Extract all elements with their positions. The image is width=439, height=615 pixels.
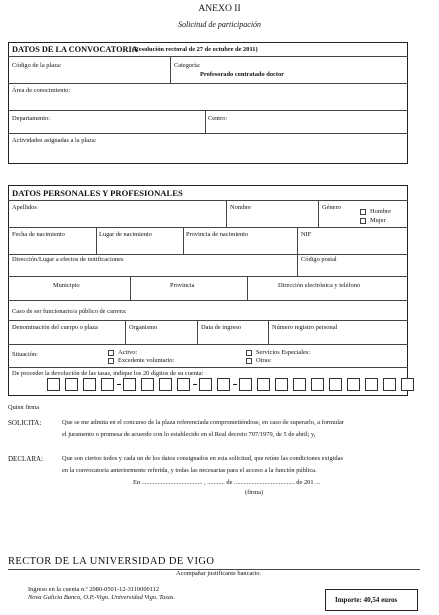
hombre-label: Hombre	[370, 208, 391, 215]
otras-checkbox[interactable]	[246, 358, 252, 364]
ingreso-line-1: Ingreso en la cuenta n.º 2080-0501-12-3110000112	[28, 586, 160, 593]
account-separator-dash	[233, 384, 237, 385]
account-digit-box[interactable]	[177, 378, 190, 391]
registro-personal-label: Número registro personal	[272, 324, 338, 331]
declara-line-1: Que son ciertos todos y cada un de los datos consignados en esta solicitud, que reúne las condiciones exigidas	[62, 455, 343, 462]
account-digit-box[interactable]	[365, 378, 378, 391]
departamento-label: Departamento:	[12, 115, 50, 122]
account-digit-box[interactable]	[47, 378, 60, 391]
convocatoria-section	[8, 42, 408, 164]
excedente-checkbox[interactable]	[108, 358, 114, 364]
account-digit-box[interactable]	[65, 378, 78, 391]
account-separator-dash	[117, 384, 121, 385]
activo-label: Activo:	[118, 349, 138, 356]
account-digit-box[interactable]	[383, 378, 396, 391]
direccion-label: Dirección/Lugar a efectos de notificaciones	[12, 256, 124, 263]
servicios-especiales-label: Servicios Especiales:	[256, 349, 311, 356]
fecha-nacimiento-label: Fecha de nacimiento	[12, 231, 65, 238]
area-label: Área de conocimiento:	[12, 87, 71, 94]
mujer-label: Mujer	[370, 217, 386, 224]
denominacion-label: Denominación del cuerpo o plaza	[12, 324, 98, 331]
provincia-label: Provincia	[170, 282, 195, 289]
fecha-ingreso-label: Data de ingreso	[201, 324, 242, 331]
acompanar-note: Acompañar justificante bancario.	[176, 570, 261, 577]
nombre-label: Nombre	[230, 204, 251, 211]
hombre-checkbox[interactable]	[360, 209, 366, 215]
account-digit-box[interactable]	[275, 378, 288, 391]
personales-section	[8, 185, 408, 396]
firma-label: (firma)	[245, 489, 264, 496]
solicita-line-2: el juramento o promesa de acuerdo con lo establecido en el Real decreto 707/1979, de 5 de abril; y,	[62, 431, 316, 438]
account-digit-box[interactable]	[123, 378, 136, 391]
servicios-especiales-checkbox[interactable]	[246, 350, 252, 356]
account-digit-box[interactable]	[311, 378, 324, 391]
convocatoria-resolution: (Resolución rectoral de 27 de octubre de 2011)	[132, 46, 258, 53]
categoria-label: Categoría:	[174, 62, 201, 69]
otras-label: Otras:	[256, 357, 272, 364]
account-digit-box[interactable]	[347, 378, 360, 391]
account-digit-box[interactable]	[83, 378, 96, 391]
declara-label: DECLARA:	[8, 455, 43, 463]
account-digit-box[interactable]	[239, 378, 252, 391]
devolucion-label: De proceder la devolución de las tasas, indique los 20 dígitos de su cuenta:	[12, 370, 204, 377]
solicita-line-1: Que se me admita en el concurso de la plaza referenciada comprometiéndose, en caso de superarlo, a formular	[62, 419, 344, 426]
declara-line-2: en la convocatoria anteriormente referida, y todas las necesarias para el acceso a la función pública.	[62, 467, 317, 474]
centro-label: Centro:	[208, 115, 228, 122]
place-date-line: En ...................................... , ........... de ...................................... de 201 ...	[133, 479, 320, 486]
codigo-postal-label: Código postal	[301, 256, 337, 263]
genero-label: Género	[322, 204, 341, 211]
excedente-label: Excedente voluntario:	[118, 357, 175, 364]
funcionario-label: Caso de ser funcionario/a público de carrera:	[12, 308, 127, 315]
activo-checkbox[interactable]	[108, 350, 114, 356]
personales-title: DATOS PERSONALES Y PROFESIONALES	[12, 188, 183, 198]
convocatoria-title: DATOS DE LA CONVOCATORIA	[12, 45, 138, 54]
mujer-checkbox[interactable]	[360, 218, 366, 224]
actividades-label: Actividades asignadas a la plaza:	[12, 137, 97, 144]
account-digit-box[interactable]	[217, 378, 230, 391]
account-digit-box[interactable]	[159, 378, 172, 391]
ingreso-line-2: Nova Galicia Banco, O.P.-Vigo. Universidad Vigo. Tasas.	[28, 594, 176, 601]
account-separator-dash	[193, 384, 197, 385]
annex-title: ANEXO II	[198, 3, 241, 14]
lugar-nacimiento-label: Lugar de nacimiento	[99, 231, 152, 238]
account-digit-box[interactable]	[199, 378, 212, 391]
account-digit-box[interactable]	[329, 378, 342, 391]
account-digit-box[interactable]	[293, 378, 306, 391]
solicita-label: SOLICITA:	[8, 419, 42, 427]
categoria-value: Profesorado contratado doctor	[200, 71, 285, 78]
apellidos-label: Apellidos	[12, 204, 37, 211]
rector-title: RECTOR DE LA UNIVERSIDAD DE VIGO	[8, 556, 215, 567]
email-telefono-label: Dirección electrónica y teléfono	[278, 282, 361, 289]
account-digit-box[interactable]	[141, 378, 154, 391]
form-subtitle: Solicitud de participación	[177, 20, 262, 29]
codigo-plaza-label: Código de la plaza:	[12, 62, 62, 69]
account-digit-box[interactable]	[101, 378, 114, 391]
municipio-label: Municipio	[53, 282, 80, 289]
importe-label: Importe: 40,54 euros	[335, 596, 398, 604]
quien-firma: Quien firma	[8, 404, 40, 411]
organismo-label: Organismo	[129, 324, 158, 331]
account-digit-box[interactable]	[257, 378, 270, 391]
nif-label: NIF	[301, 231, 312, 238]
provincia-nacimiento-label: Provincia de nacimiento	[186, 231, 249, 238]
situacion-label: Situación:	[12, 351, 38, 358]
account-digit-box[interactable]	[401, 378, 414, 391]
